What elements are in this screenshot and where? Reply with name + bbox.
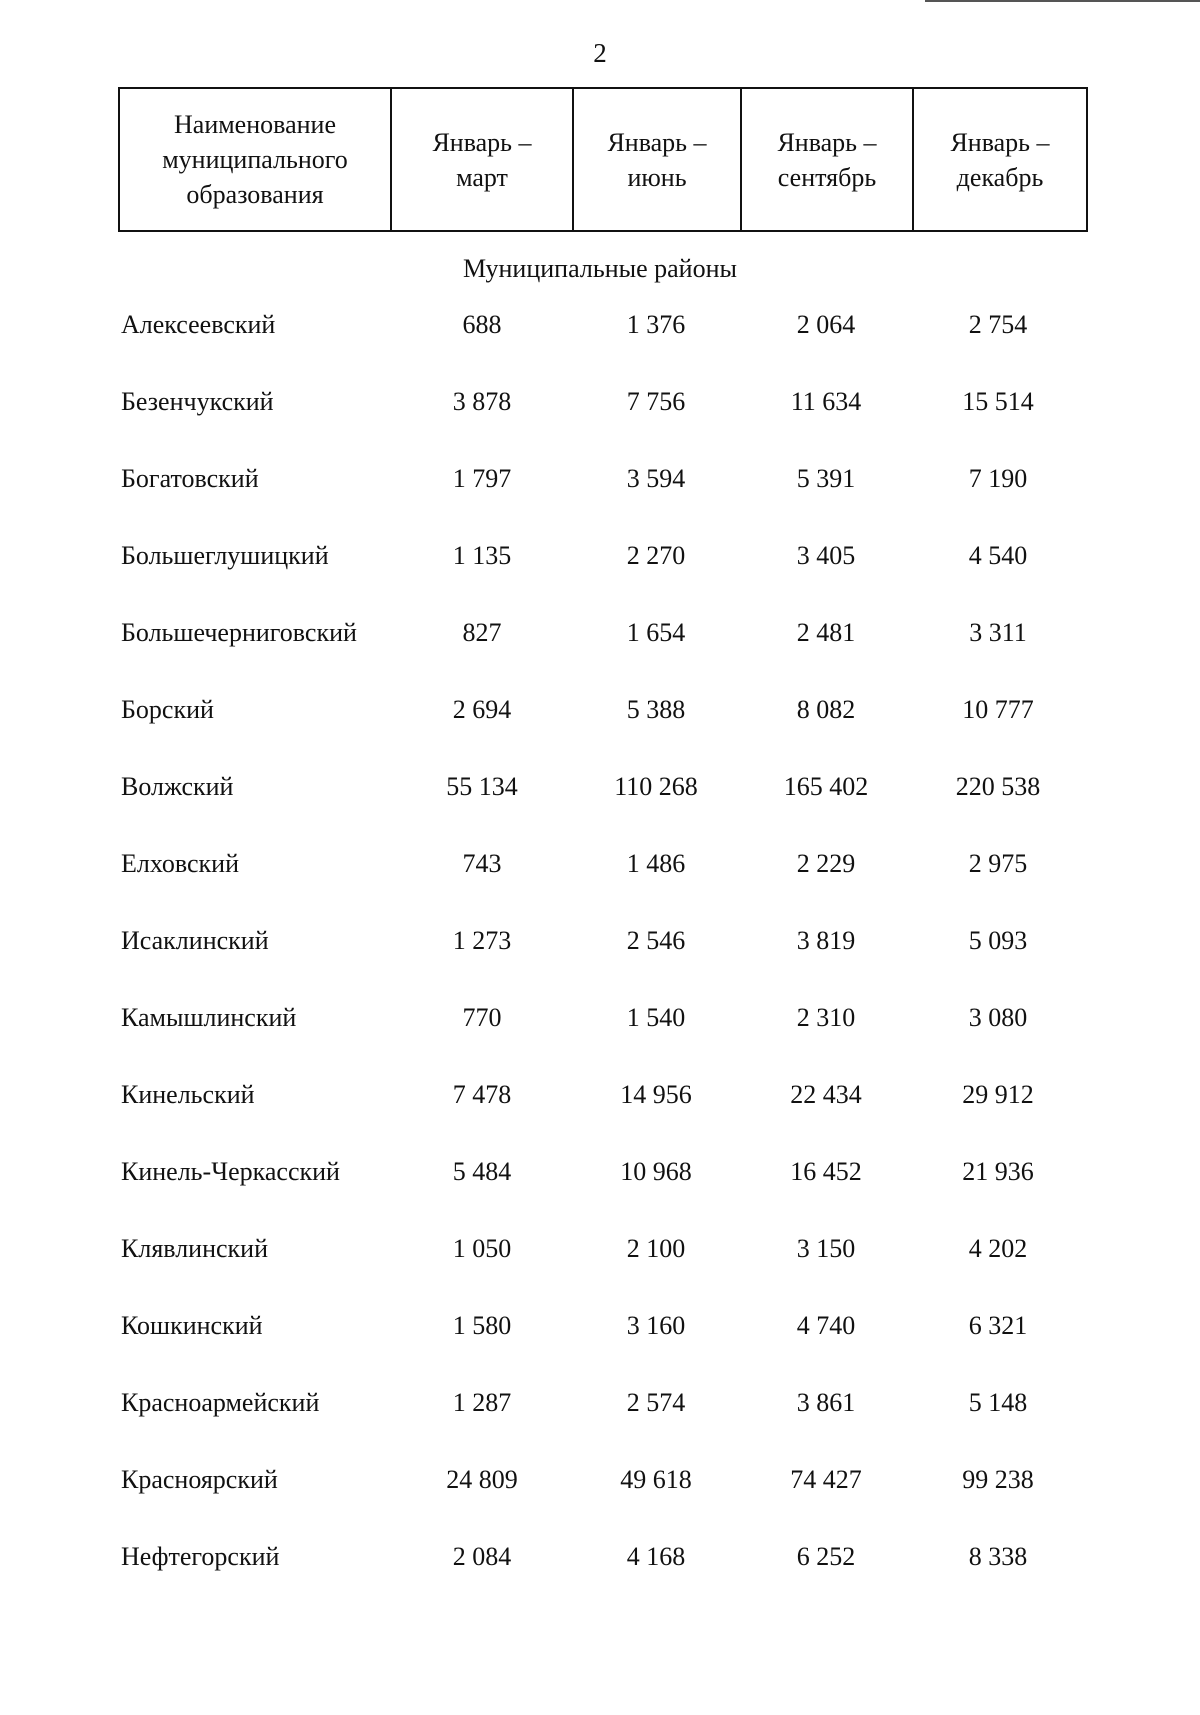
value-jan-sep: 3 819 bbox=[796, 926, 856, 955]
value-jan-mar: 2 694 bbox=[452, 695, 512, 724]
value-jan-mar: 827 bbox=[462, 618, 502, 647]
municipality-name: Кошкинский bbox=[121, 1311, 263, 1340]
municipality-name: Камышлинский bbox=[121, 1003, 297, 1032]
value-jan-dec: 29 912 bbox=[962, 1080, 1034, 1109]
municipality-name: Борский bbox=[121, 695, 214, 724]
table-row bbox=[0, 829, 1200, 906]
value-jan-dec: 3 080 bbox=[968, 1003, 1028, 1032]
table-row bbox=[0, 1060, 1200, 1137]
table-row bbox=[0, 290, 1200, 367]
value-jan-jun: 5 388 bbox=[626, 695, 686, 724]
value-jan-sep: 2 310 bbox=[796, 1003, 856, 1032]
value-jan-mar: 1 797 bbox=[452, 464, 512, 493]
municipality-name: Красноярский bbox=[121, 1465, 278, 1494]
table-row bbox=[0, 675, 1200, 752]
table-row bbox=[0, 1522, 1200, 1599]
header-row bbox=[119, 88, 1087, 231]
value-jan-sep: 11 634 bbox=[790, 387, 862, 416]
value-jan-sep: 3 861 bbox=[796, 1388, 856, 1417]
municipality-name: Красноармейский bbox=[121, 1388, 320, 1417]
header-line: Январь – bbox=[777, 127, 877, 157]
value-jan-jun: 2 574 bbox=[626, 1388, 686, 1417]
table-row bbox=[0, 1445, 1200, 1522]
table-row bbox=[0, 1137, 1200, 1214]
value-jan-mar: 688 bbox=[462, 310, 502, 339]
municipality-name: Кинель-Черкасский bbox=[121, 1157, 340, 1186]
municipality-name: Богатовский bbox=[121, 464, 259, 493]
value-jan-dec: 21 936 bbox=[962, 1157, 1034, 1186]
table-body bbox=[0, 290, 1200, 1599]
value-jan-jun: 2 546 bbox=[626, 926, 686, 955]
value-jan-jun: 2 270 bbox=[626, 541, 686, 570]
value-jan-mar: 1 273 bbox=[452, 926, 512, 955]
value-jan-mar: 770 bbox=[462, 1003, 502, 1032]
table-header bbox=[118, 87, 1088, 232]
table-row bbox=[0, 444, 1200, 521]
header-jan-sep bbox=[741, 88, 913, 231]
header-jan-jun bbox=[573, 88, 741, 231]
top-edge-rule bbox=[925, 0, 1200, 2]
header-line: Январь – bbox=[950, 127, 1050, 157]
value-jan-dec: 220 538 bbox=[955, 772, 1041, 801]
value-jan-jun: 1 376 bbox=[626, 310, 686, 339]
value-jan-jun: 1 540 bbox=[626, 1003, 686, 1032]
municipality-name: Большечерниговский bbox=[121, 618, 357, 647]
value-jan-jun: 3 160 bbox=[626, 1311, 686, 1340]
value-jan-dec: 2 754 bbox=[968, 310, 1028, 339]
municipality-name: Волжский bbox=[121, 772, 234, 801]
section-title: Муниципальные районы bbox=[463, 254, 737, 283]
value-jan-jun: 1 486 bbox=[626, 849, 686, 878]
municipality-name: Кинельский bbox=[121, 1080, 255, 1109]
value-jan-dec: 99 238 bbox=[962, 1465, 1034, 1494]
header-line: сентябрь bbox=[777, 162, 877, 192]
table-row bbox=[0, 521, 1200, 598]
value-jan-dec: 5 148 bbox=[968, 1388, 1028, 1417]
value-jan-jun: 2 100 bbox=[626, 1234, 686, 1263]
value-jan-dec: 7 190 bbox=[968, 464, 1028, 493]
value-jan-sep: 8 082 bbox=[796, 695, 856, 724]
value-jan-dec: 6 321 bbox=[968, 1311, 1028, 1340]
table-row bbox=[0, 598, 1200, 675]
header-line: образования bbox=[186, 180, 324, 209]
header-line: Январь – bbox=[607, 127, 707, 157]
value-jan-jun: 3 594 bbox=[626, 464, 686, 493]
value-jan-sep: 22 434 bbox=[790, 1080, 862, 1109]
header-line: Январь – bbox=[432, 127, 532, 157]
header-line: март bbox=[456, 162, 508, 192]
header-municipality bbox=[119, 88, 391, 231]
value-jan-sep: 2 064 bbox=[796, 310, 856, 339]
value-jan-jun: 49 618 bbox=[620, 1465, 692, 1494]
header-jan-mar bbox=[391, 88, 573, 231]
value-jan-dec: 15 514 bbox=[962, 387, 1034, 416]
municipality-name: Безенчукский bbox=[121, 387, 274, 416]
value-jan-sep: 16 452 bbox=[790, 1157, 862, 1186]
value-jan-jun: 4 168 bbox=[626, 1542, 686, 1571]
header-line: муниципального bbox=[162, 145, 348, 174]
value-jan-sep: 5 391 bbox=[796, 464, 856, 493]
header-line: июнь bbox=[627, 162, 687, 192]
value-jan-mar: 24 809 bbox=[446, 1465, 518, 1494]
value-jan-dec: 4 540 bbox=[968, 541, 1028, 570]
value-jan-jun: 7 756 bbox=[626, 387, 686, 416]
value-jan-mar: 1 580 bbox=[452, 1311, 512, 1340]
value-jan-sep: 4 740 bbox=[796, 1311, 856, 1340]
table-row bbox=[0, 983, 1200, 1060]
municipality-name: Елховский bbox=[121, 849, 239, 878]
value-jan-mar: 1 135 bbox=[452, 541, 512, 570]
table-row bbox=[0, 752, 1200, 829]
value-jan-mar: 55 134 bbox=[446, 772, 518, 801]
value-jan-sep: 2 229 bbox=[796, 849, 856, 878]
value-jan-dec: 3 311 bbox=[969, 618, 1027, 647]
header-line: Наименование bbox=[174, 110, 336, 139]
value-jan-mar: 1 050 bbox=[452, 1234, 512, 1263]
value-jan-dec: 10 777 bbox=[962, 695, 1034, 724]
municipality-name: Нефтегорский bbox=[121, 1542, 280, 1571]
value-jan-sep: 3 405 bbox=[796, 541, 856, 570]
value-jan-mar: 2 084 bbox=[452, 1542, 512, 1571]
header-jan-dec bbox=[913, 88, 1087, 231]
value-jan-mar: 3 878 bbox=[452, 387, 512, 416]
value-jan-jun: 1 654 bbox=[626, 618, 686, 647]
municipality-name: Клявлинский bbox=[121, 1234, 269, 1263]
table-row bbox=[0, 1214, 1200, 1291]
value-jan-sep: 165 402 bbox=[783, 772, 869, 801]
municipality-name: Большеглушицкий bbox=[121, 541, 329, 570]
header-line: декабрь bbox=[956, 162, 1044, 192]
value-jan-dec: 5 093 bbox=[968, 926, 1028, 955]
value-jan-sep: 3 150 bbox=[796, 1234, 856, 1263]
table-row bbox=[0, 1291, 1200, 1368]
table-row bbox=[0, 906, 1200, 983]
municipality-name: Исаклинский bbox=[121, 926, 269, 955]
table-row bbox=[0, 1368, 1200, 1445]
value-jan-sep: 6 252 bbox=[796, 1542, 856, 1571]
value-jan-mar: 1 287 bbox=[452, 1388, 512, 1417]
value-jan-dec: 8 338 bbox=[968, 1542, 1028, 1571]
page-number: 2 bbox=[593, 38, 607, 68]
value-jan-dec: 2 975 bbox=[968, 849, 1028, 878]
value-jan-sep: 2 481 bbox=[796, 618, 856, 647]
value-jan-sep: 74 427 bbox=[790, 1465, 862, 1494]
table-row bbox=[0, 367, 1200, 444]
value-jan-dec: 4 202 bbox=[968, 1234, 1028, 1263]
value-jan-jun: 110 268 bbox=[614, 772, 698, 801]
value-jan-jun: 10 968 bbox=[620, 1157, 692, 1186]
value-jan-mar: 5 484 bbox=[452, 1157, 512, 1186]
municipality-name: Алексеевский bbox=[121, 310, 276, 339]
value-jan-jun: 14 956 bbox=[620, 1080, 692, 1109]
value-jan-mar: 743 bbox=[462, 849, 502, 878]
value-jan-mar: 7 478 bbox=[452, 1080, 512, 1109]
